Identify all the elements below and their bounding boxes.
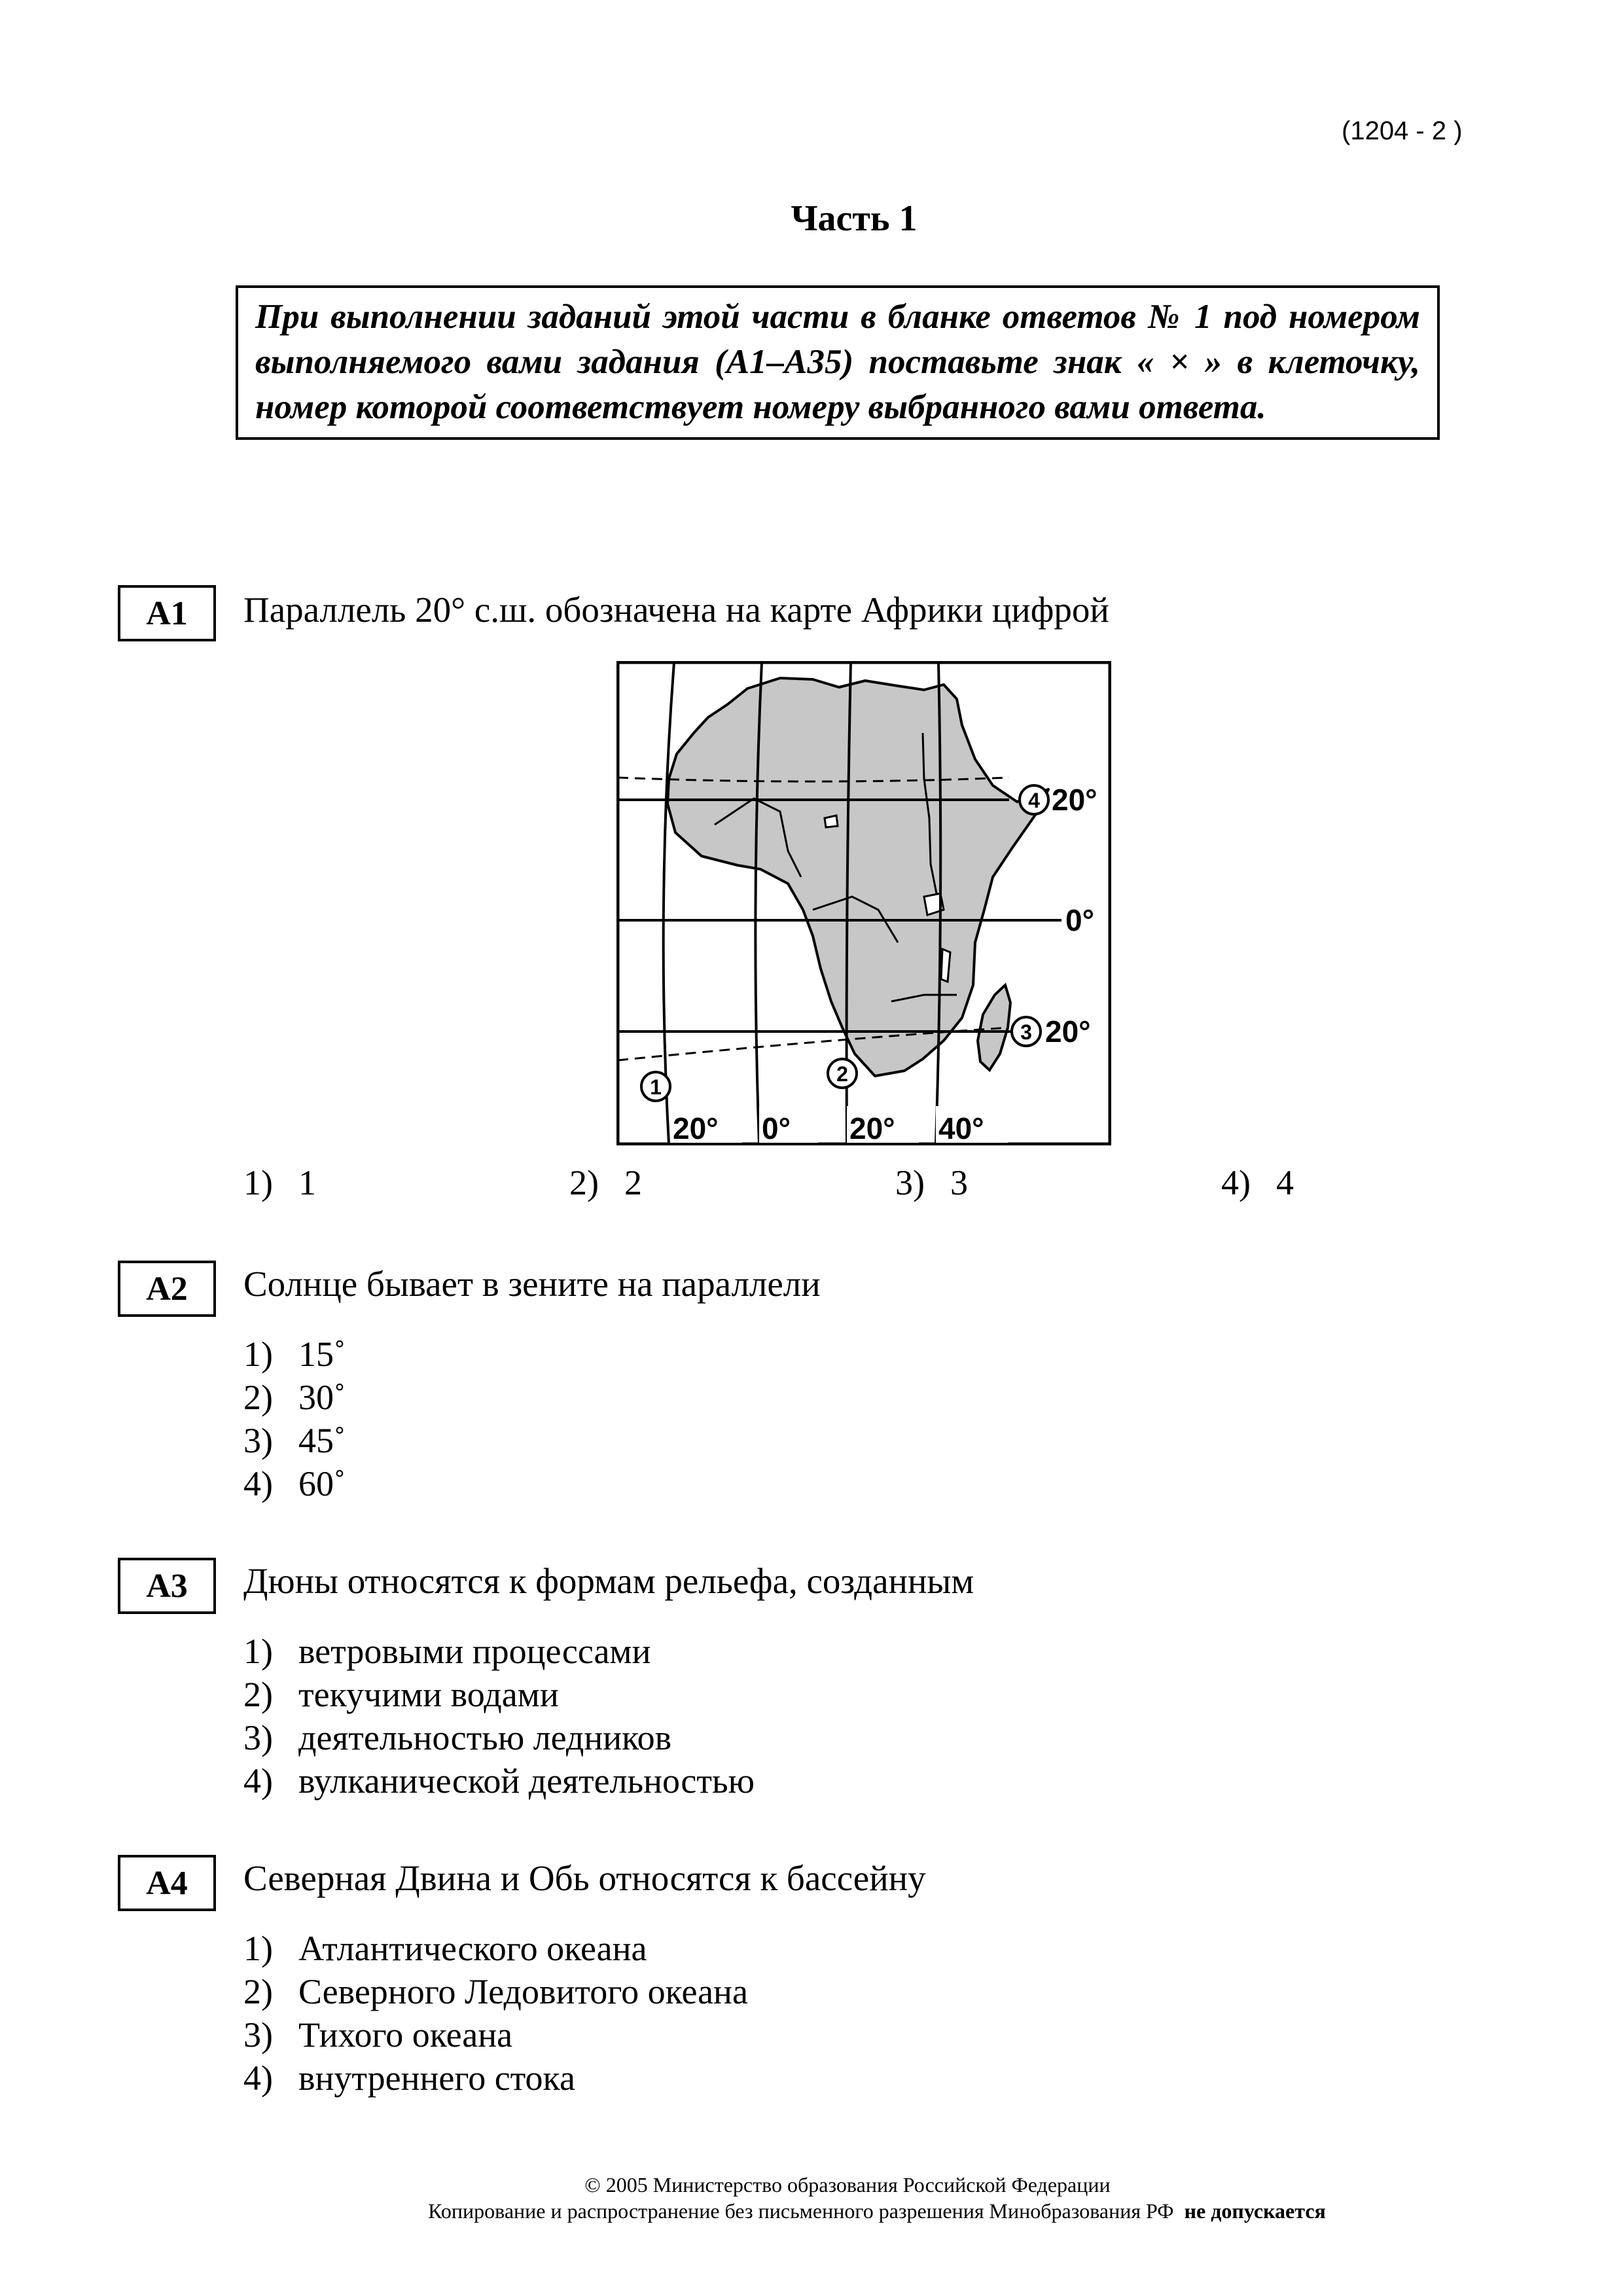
lon-label-20e: 20° (849, 1111, 895, 1145)
a3-option-2[interactable]: 2) текучими водами (243, 1675, 559, 1714)
marker-2-label: 2 (836, 1062, 848, 1086)
a4-option-3[interactable]: 3) Тихого океана (243, 2015, 513, 2054)
lon-label-0: 0° (762, 1111, 791, 1145)
lat-label-20n: 20° (1052, 783, 1097, 817)
a2-option-2[interactable]: 2) 30˚ (243, 1378, 346, 1417)
instructions-box: При выполнении заданий этой части в бланке ответов № 1 под номером выполняемого вами задания (А1–А35) поставьте знак « × » в клеточку, номер которой соответствует номеру выбранного вами ответа. (236, 285, 1440, 440)
marker-3-label: 3 (1020, 1020, 1032, 1044)
a4-option-4[interactable]: 4) внутреннего стока (243, 2058, 575, 2098)
a3-option-1[interactable]: 1) ветровыми процессами (243, 1632, 651, 1671)
part-title: Часть 1 (791, 198, 918, 239)
question-text-a2: Солнце бывает в зените на параллели (243, 1264, 821, 1304)
a3-option-3[interactable]: 3) деятельностью ледников (243, 1718, 672, 1757)
question-label-a3: А3 (118, 1558, 216, 1614)
africa-map (616, 661, 1111, 1145)
a1-option-1[interactable]: 1) 1 (243, 1163, 316, 1202)
question-text-a3: Дюны относятся к формам рельефа, созданным (243, 1561, 974, 1601)
question-text-a1: Параллель 20° с.ш. обозначена на карте Африки цифрой (243, 590, 1109, 630)
question-label-a4: А4 (118, 1855, 216, 1911)
lat-label-0: 0° (1065, 903, 1094, 937)
a4-option-2[interactable]: 2) Северного Ледовитого океана (243, 1972, 748, 2011)
lat-label-20s: 20° (1045, 1014, 1091, 1049)
question-label-a2: А2 (118, 1261, 216, 1317)
a2-option-4[interactable]: 4) 60˚ (243, 1464, 346, 1503)
lake-nyasa (941, 949, 950, 982)
footer-notice (0, 2199, 1623, 2223)
a1-option-3[interactable]: 3) 3 (895, 1163, 968, 1202)
lake-chad (825, 816, 838, 827)
question-text-a4: Северная Двина и Обь относятся к бассейну (243, 1858, 926, 1898)
marker-4-label: 4 (1028, 789, 1040, 812)
lon-label-20w: 20° (673, 1111, 719, 1145)
marker-1-label: 1 (650, 1075, 662, 1099)
footer-notice-text: Копирование и распространение без письменного разрешения Минобразования РФ (428, 2199, 1174, 2223)
question-label-a1: А1 (118, 585, 216, 641)
page-code: (1204 - 2 ) (1342, 117, 1463, 145)
a1-option-2[interactable]: 2) 2 (569, 1163, 642, 1202)
a4-option-1[interactable]: 1) Атлантического океана (243, 1929, 647, 1968)
footer-copyright: © 2005 Министерство образования Российской Федерации (584, 2173, 1111, 2197)
a2-option-3[interactable]: 3) 45˚ (243, 1421, 346, 1460)
a1-option-4[interactable]: 4) 4 (1221, 1163, 1294, 1202)
lon-label-40e: 40° (938, 1111, 984, 1145)
a3-option-4[interactable]: 4) вулканической деятельностью (243, 1761, 755, 1801)
footer-notice-bold: не допускается (1184, 2199, 1326, 2223)
a2-option-1[interactable]: 1) 15˚ (243, 1335, 346, 1374)
